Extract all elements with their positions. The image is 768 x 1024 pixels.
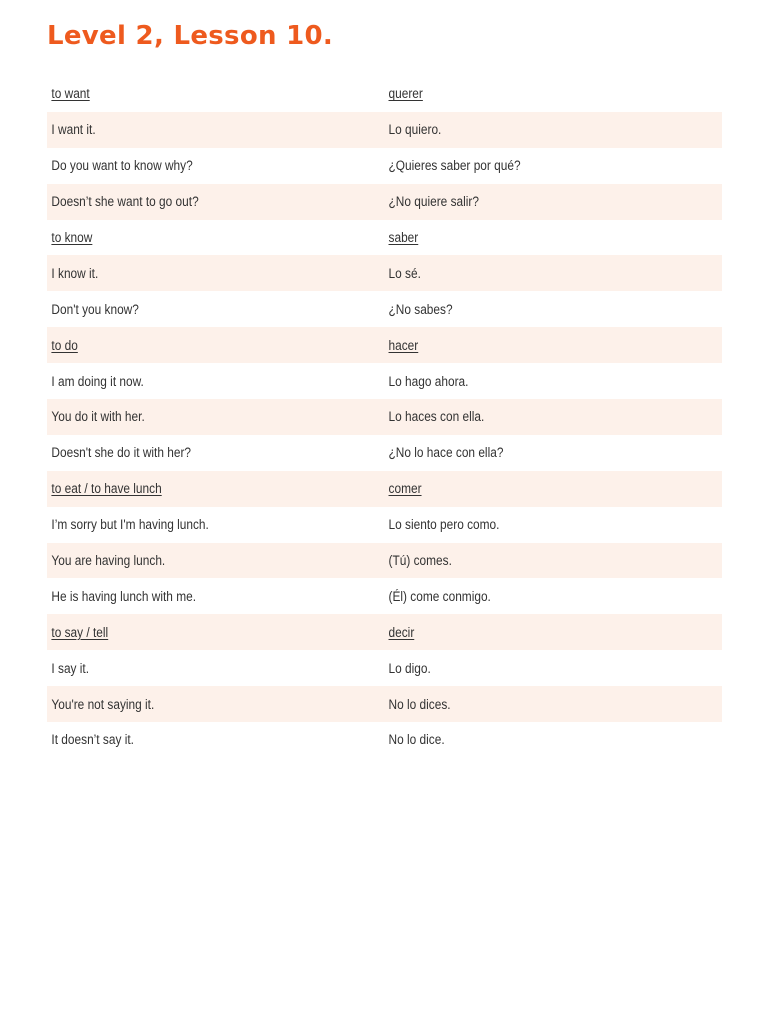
table-row [47,722,722,758]
table-row-verb-heading [47,76,722,112]
table-row-verb-heading [47,327,722,363]
english-verb: to know [51,230,93,245]
spanish-verb: comer [388,481,422,497]
spanish-phrase: Lo haces con ella. [388,409,485,425]
english-phrase: You are having lunch. [51,553,166,569]
table-row [47,578,722,614]
spanish-phrase: Lo siento pero como. [388,517,500,533]
page-title: Level 2, Lesson 10. [47,21,334,51]
spanish-phrase: Lo digo. [388,660,431,676]
spanish-phrase: ¿No quiere salir? [388,194,479,210]
table-row-verb-heading [47,220,722,256]
english-phrase: He is having lunch with me. [51,588,197,604]
english-verb: to do [51,337,78,353]
spanish-phrase: Lo hago ahora. [388,373,469,389]
spanish-phrase: (Tú) comes. [388,553,452,569]
table-row [47,507,722,543]
spanish-verb: decir [388,624,415,640]
spanish-verb: querer [388,86,423,102]
table-row-verb-heading [47,614,722,650]
english-phrase: I say it. [51,660,90,676]
english-phrase: I’m sorry but I'm having lunch. [51,517,209,533]
vocabulary-table [47,76,722,758]
english-phrase: Do you want to know why? [51,158,193,174]
spanish-phrase: ¿Quieres saber por qué? [388,158,521,174]
table-row [47,112,722,148]
table-row [47,184,722,220]
spanish-phrase: Lo sé. [388,265,421,281]
spanish-phrase: No lo dice. [388,732,445,748]
spanish-verb: hacer [388,337,419,353]
english-phrase: I want it. [51,122,96,138]
english-phrase: I know it. [51,265,99,281]
table-row [47,291,722,327]
table-row [47,148,722,184]
english-verb: to eat / to have lunch [51,481,162,497]
spanish-verb: saber [388,230,419,245]
table-row [47,363,722,399]
spanish-phrase: Lo quiero. [388,122,442,138]
spanish-phrase: ¿No lo hace con ella? [388,445,504,461]
english-phrase: It doesn’t say it. [51,732,134,748]
english-phrase: You do it with her. [51,409,145,425]
english-phrase: I am doing it now. [51,373,144,389]
spanish-phrase: No lo dices. [388,696,451,712]
english-verb: to want [51,86,90,102]
english-verb: to say / tell [51,624,109,640]
spanish-phrase: ¿No sabes? [388,301,453,317]
table-row [47,543,722,579]
english-phrase: Don't you know? [51,301,139,317]
table-row [47,399,722,435]
table-row-verb-heading [47,471,722,507]
spanish-phrase: (Él) come conmigo. [388,588,491,604]
table-row [47,650,722,686]
table-row [47,255,722,291]
table-row [47,435,722,471]
english-phrase: You're not saying it. [51,696,155,712]
english-phrase: Doesn’t she want to go out? [51,194,199,210]
table-row [47,686,722,722]
english-phrase: Doesn't she do it with her? [51,445,192,461]
